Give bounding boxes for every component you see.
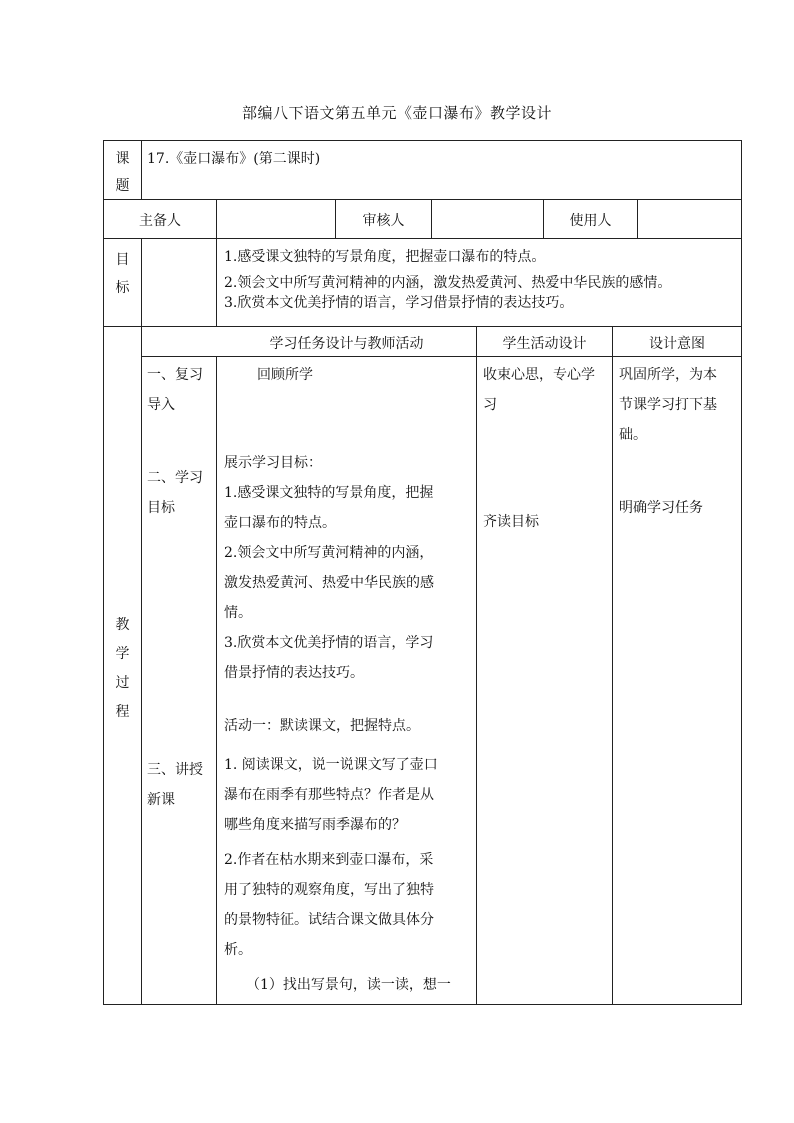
intent-line: 巩固所学，为本 [619, 367, 717, 383]
task-line: 壶口瀑布的特点。 [224, 515, 336, 531]
goal-item: 3.欣赏本文优美抒情的语言，学习借景抒情的表达技巧。 [224, 295, 574, 311]
task-line: 哪些角度来描写雨季瀑布的？ [224, 817, 406, 833]
goal-item: 1.感受课文独特的写景角度，把握壶口瀑布的特点。 [224, 249, 546, 265]
reviewer-label: 审核人 [362, 213, 405, 229]
goals-list [224, 244, 739, 316]
task-line: 3.欣赏本文优美抒情的语言，学习 [224, 635, 434, 651]
task-line: 借景抒情的表达技巧。 [224, 665, 364, 681]
preparer-label: 主备人 [139, 213, 181, 229]
table-rule [637, 199, 638, 239]
stage-new-lesson [147, 755, 215, 815]
course-value: 17.《壶口瀑布》(第二课时) [147, 151, 321, 167]
task-question2 [224, 845, 474, 965]
stage-line: 三、讲授 [147, 762, 203, 778]
task-question2-sub: （1）找出写景句，读一读，想一 [246, 977, 451, 993]
course-label-char: 题 [115, 178, 130, 194]
stage-line: 导入 [147, 397, 175, 413]
goal-item: 2.领会文中所写黄河精神的内涵，激发热爱黄河、热爱中华民族的感情。 [224, 275, 672, 291]
task-line: 展示学习目标： [224, 455, 322, 471]
student-line: 收束心思，专心学 [483, 367, 595, 383]
course-label-char: 课 [115, 151, 130, 167]
process-label-char: 程 [115, 704, 130, 720]
task-line: 瀑布在雨季有那些特点？作者是从 [224, 787, 434, 803]
task-line: 激发热爱黄河、热爱中华民族的感 [224, 575, 434, 591]
table-rule [103, 326, 741, 327]
course-label [104, 146, 141, 200]
goals-label [104, 246, 141, 302]
task-line: 的景物特征。试结合课文做具体分 [224, 912, 434, 928]
table-rule [103, 238, 741, 239]
stage-line: 二、学习 [147, 470, 203, 486]
goals-label-char: 标 [115, 280, 130, 296]
task-line: 析。 [224, 942, 252, 958]
table-border-top [103, 140, 741, 141]
table-rule [103, 199, 741, 200]
task-header: 学习任务设计与教师活动 [269, 336, 424, 352]
intent-1 [619, 360, 740, 450]
table-rule [431, 199, 432, 239]
task-activity1: 活动一：默读课文，把握特点。 [224, 718, 420, 734]
user-label: 使用人 [569, 213, 612, 229]
process-label [104, 611, 141, 727]
process-label-char: 学 [115, 646, 130, 662]
task-review: 回顾所学 [257, 367, 313, 383]
student-activity-1 [483, 360, 611, 420]
process-label-char: 过 [115, 675, 130, 691]
task-show-goals [224, 448, 474, 688]
intent-2: 明确学习任务 [619, 500, 703, 516]
task-question1 [224, 750, 474, 840]
task-line: 1. 阅读课文，说一说课文写了壶口 [224, 757, 438, 773]
stage-line: 一、复习 [147, 367, 203, 383]
goals-label-char: 目 [115, 252, 130, 268]
table-rule [141, 140, 142, 200]
task-line: 情。 [224, 605, 252, 621]
table-rule [216, 356, 217, 1005]
table-rule [476, 326, 477, 1005]
stage-line: 新课 [147, 792, 175, 808]
process-label-char: 教 [115, 617, 130, 633]
student-activity-2: 齐读目标 [483, 514, 539, 530]
table-rule [141, 238, 142, 1005]
table-rule [141, 356, 741, 357]
intent-header: 设计意图 [649, 336, 705, 352]
student-header: 学生活动设计 [502, 336, 587, 352]
stage-review [147, 360, 215, 420]
task-line: 1.感受课文独特的写景角度，把握 [224, 485, 434, 501]
stage-goals [147, 463, 215, 523]
table-border-right [741, 140, 742, 1005]
task-line: 2.领会文中所写黄河精神的内涵， [224, 545, 434, 561]
intent-line: 础。 [619, 427, 647, 443]
task-line: 用了独特的观察角度，写出了独特 [224, 882, 434, 898]
student-line: 习 [483, 397, 497, 413]
intent-line: 节课学习打下基 [619, 397, 717, 413]
stage-line: 目标 [147, 500, 175, 516]
table-border-bottom [103, 1004, 741, 1005]
document-title: 部编八下语文第五单元《壶口瀑布》教学设计 [241, 104, 552, 122]
task-line: 2.作者在枯水期来到壶口瀑布，采 [224, 852, 434, 868]
table-rule [216, 199, 217, 327]
table-rule [612, 326, 613, 1005]
